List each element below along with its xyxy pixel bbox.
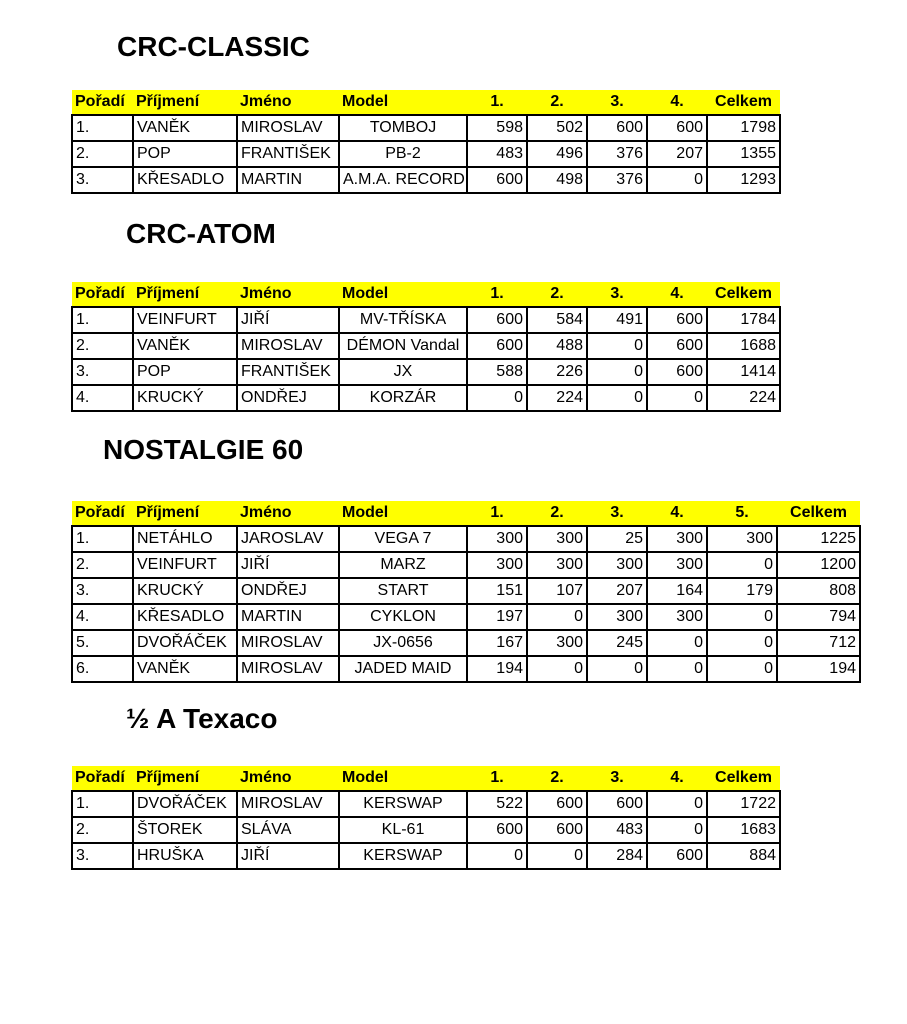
header-cell: Celkem (777, 501, 860, 526)
results-table-half-a-texaco (71, 766, 781, 870)
header-cell: 4. (647, 282, 707, 307)
section-title-crc-classic: CRC-CLASSIC (117, 31, 310, 62)
header-cell: Celkem (707, 90, 780, 115)
table-row (72, 167, 780, 193)
table-row (72, 817, 780, 843)
rank-cell: 2. (72, 333, 133, 359)
firstname-cell: MARTIN (237, 604, 339, 630)
total-cell: 1293 (707, 167, 780, 193)
surname-cell: KŘESADLO (133, 167, 237, 193)
header-cell: Celkem (707, 766, 780, 791)
score-cell: 0 (467, 843, 527, 869)
table-row (72, 656, 860, 682)
surname-cell: KRUCKÝ (133, 578, 237, 604)
score-cell: 164 (647, 578, 707, 604)
table-row (72, 578, 860, 604)
score-cell: 502 (527, 115, 587, 141)
table-header-row (72, 501, 860, 526)
firstname-cell: ONDŘEJ (237, 385, 339, 411)
score-cell: 300 (647, 526, 707, 552)
header-cell: Příjmení (133, 501, 237, 526)
score-cell: 300 (647, 552, 707, 578)
score-cell: 0 (647, 167, 707, 193)
score-cell: 0 (707, 656, 777, 682)
firstname-cell: MIROSLAV (237, 333, 339, 359)
model-cell: KERSWAP (339, 791, 467, 817)
score-cell: 600 (587, 791, 647, 817)
header-cell: Pořadí (72, 501, 133, 526)
rank-cell: 3. (72, 843, 133, 869)
score-cell: 0 (647, 630, 707, 656)
rank-cell: 5. (72, 630, 133, 656)
surname-cell: NETÁHLO (133, 526, 237, 552)
header-cell: 2. (527, 90, 587, 115)
header-cell: 2. (527, 766, 587, 791)
firstname-cell: FRANTIŠEK (237, 141, 339, 167)
table-row (72, 141, 780, 167)
header-cell: Celkem (707, 282, 780, 307)
score-cell: 598 (467, 115, 527, 141)
section-title-half-a-texaco: ½ A Texaco (126, 703, 278, 734)
results-table-nostalgie-60 (71, 501, 861, 683)
header-cell: Příjmení (133, 90, 237, 115)
table-row (72, 604, 860, 630)
firstname-cell: SLÁVA (237, 817, 339, 843)
header-cell: Model (339, 766, 467, 791)
score-cell: 376 (587, 141, 647, 167)
rank-cell: 1. (72, 526, 133, 552)
firstname-cell: MIROSLAV (237, 791, 339, 817)
total-cell: 1722 (707, 791, 780, 817)
surname-cell: KŘESADLO (133, 604, 237, 630)
firstname-cell: MIROSLAV (237, 115, 339, 141)
score-cell: 600 (527, 791, 587, 817)
table-row (72, 385, 780, 411)
total-cell: 1414 (707, 359, 780, 385)
table-row (72, 526, 860, 552)
score-cell: 600 (467, 817, 527, 843)
rank-cell: 1. (72, 115, 133, 141)
table-row (72, 843, 780, 869)
model-cell: MARZ (339, 552, 467, 578)
firstname-cell: ONDŘEJ (237, 578, 339, 604)
header-cell: Příjmení (133, 282, 237, 307)
header-cell: Jméno (237, 90, 339, 115)
score-cell: 0 (647, 791, 707, 817)
surname-cell: VANĚK (133, 656, 237, 682)
score-cell: 197 (467, 604, 527, 630)
score-cell: 491 (587, 307, 647, 333)
score-cell: 600 (527, 817, 587, 843)
score-cell: 284 (587, 843, 647, 869)
model-cell: JADED MAID (339, 656, 467, 682)
total-cell: 1784 (707, 307, 780, 333)
score-cell: 600 (647, 843, 707, 869)
surname-cell: ŠTOREK (133, 817, 237, 843)
firstname-cell: MIROSLAV (237, 630, 339, 656)
model-cell: CYKLON (339, 604, 467, 630)
rank-cell: 4. (72, 604, 133, 630)
score-cell: 300 (527, 526, 587, 552)
header-cell: 1. (467, 501, 527, 526)
score-cell: 0 (647, 385, 707, 411)
score-cell: 194 (467, 656, 527, 682)
table-header-row (72, 766, 780, 791)
rank-cell: 2. (72, 141, 133, 167)
rank-cell: 2. (72, 552, 133, 578)
firstname-cell: FRANTIŠEK (237, 359, 339, 385)
header-cell: 4. (647, 766, 707, 791)
score-cell: 600 (467, 333, 527, 359)
header-cell: 2. (527, 501, 587, 526)
results-table-crc-classic (71, 90, 781, 194)
surname-cell: VEINFURT (133, 552, 237, 578)
score-cell: 600 (647, 307, 707, 333)
firstname-cell: MIROSLAV (237, 656, 339, 682)
score-cell: 483 (587, 817, 647, 843)
header-cell: Pořadí (72, 766, 133, 791)
score-cell: 300 (647, 604, 707, 630)
model-cell: JX-0656 (339, 630, 467, 656)
table-header-row (72, 282, 780, 307)
score-cell: 0 (587, 385, 647, 411)
score-cell: 0 (707, 552, 777, 578)
score-cell: 151 (467, 578, 527, 604)
firstname-cell: JAROSLAV (237, 526, 339, 552)
header-cell: 3. (587, 501, 647, 526)
score-cell: 300 (587, 552, 647, 578)
surname-cell: POP (133, 359, 237, 385)
rank-cell: 1. (72, 791, 133, 817)
total-cell: 1200 (777, 552, 860, 578)
score-cell: 0 (707, 630, 777, 656)
total-cell: 712 (777, 630, 860, 656)
score-cell: 600 (467, 167, 527, 193)
rank-cell: 3. (72, 359, 133, 385)
header-cell: 2. (527, 282, 587, 307)
header-cell: 3. (587, 282, 647, 307)
score-cell: 0 (467, 385, 527, 411)
total-cell: 1688 (707, 333, 780, 359)
header-cell: 4. (647, 501, 707, 526)
firstname-cell: MARTIN (237, 167, 339, 193)
rank-cell: 2. (72, 817, 133, 843)
model-cell: A.M.A. RECORD (339, 167, 467, 193)
model-cell: START (339, 578, 467, 604)
surname-cell: POP (133, 141, 237, 167)
score-cell: 483 (467, 141, 527, 167)
score-cell: 0 (647, 817, 707, 843)
score-cell: 0 (527, 656, 587, 682)
model-cell: KERSWAP (339, 843, 467, 869)
score-cell: 600 (587, 115, 647, 141)
surname-cell: VANĚK (133, 115, 237, 141)
header-cell: Model (339, 501, 467, 526)
score-cell: 488 (527, 333, 587, 359)
score-cell: 25 (587, 526, 647, 552)
header-cell: Pořadí (72, 90, 133, 115)
score-cell: 300 (527, 630, 587, 656)
score-cell: 0 (707, 604, 777, 630)
score-cell: 300 (527, 552, 587, 578)
surname-cell: HRUŠKA (133, 843, 237, 869)
score-cell: 167 (467, 630, 527, 656)
header-cell: 3. (587, 766, 647, 791)
header-cell: 1. (467, 766, 527, 791)
score-cell: 300 (467, 526, 527, 552)
rank-cell: 4. (72, 385, 133, 411)
score-cell: 522 (467, 791, 527, 817)
header-cell: Pořadí (72, 282, 133, 307)
section-title-crc-atom: CRC-ATOM (126, 218, 276, 249)
model-cell: DÉMON Vandal (339, 333, 467, 359)
score-cell: 498 (527, 167, 587, 193)
header-cell: 1. (467, 90, 527, 115)
score-cell: 600 (467, 307, 527, 333)
rank-cell: 1. (72, 307, 133, 333)
rank-cell: 3. (72, 578, 133, 604)
model-cell: MV-TŘÍSKA (339, 307, 467, 333)
score-cell: 0 (647, 656, 707, 682)
table-row (72, 630, 860, 656)
score-cell: 226 (527, 359, 587, 385)
score-cell: 300 (707, 526, 777, 552)
model-cell: TOMBOJ (339, 115, 467, 141)
score-cell: 0 (527, 843, 587, 869)
score-cell: 179 (707, 578, 777, 604)
header-cell: Jméno (237, 501, 339, 526)
header-cell: Příjmení (133, 766, 237, 791)
header-cell: 5. (707, 501, 777, 526)
total-cell: 1683 (707, 817, 780, 843)
total-cell: 224 (707, 385, 780, 411)
firstname-cell: JIŘÍ (237, 307, 339, 333)
model-cell: VEGA 7 (339, 526, 467, 552)
score-cell: 300 (467, 552, 527, 578)
surname-cell: VANĚK (133, 333, 237, 359)
table-row (72, 307, 780, 333)
header-cell: 1. (467, 282, 527, 307)
header-cell: 4. (647, 90, 707, 115)
total-cell: 794 (777, 604, 860, 630)
table-row (72, 333, 780, 359)
score-cell: 376 (587, 167, 647, 193)
total-cell: 1355 (707, 141, 780, 167)
total-cell: 1225 (777, 526, 860, 552)
table-row (72, 791, 780, 817)
surname-cell: DVOŘÁČEK (133, 630, 237, 656)
rank-cell: 6. (72, 656, 133, 682)
score-cell: 207 (587, 578, 647, 604)
score-cell: 0 (587, 333, 647, 359)
score-cell: 496 (527, 141, 587, 167)
rank-cell: 3. (72, 167, 133, 193)
surname-cell: KRUCKÝ (133, 385, 237, 411)
score-cell: 224 (527, 385, 587, 411)
score-cell: 600 (647, 333, 707, 359)
model-cell: JX (339, 359, 467, 385)
results-table-crc-atom (71, 282, 781, 412)
table-row (72, 115, 780, 141)
header-cell: 3. (587, 90, 647, 115)
score-cell: 207 (647, 141, 707, 167)
header-cell: Jméno (237, 766, 339, 791)
model-cell: KORZÁR (339, 385, 467, 411)
surname-cell: VEINFURT (133, 307, 237, 333)
firstname-cell: JIŘÍ (237, 552, 339, 578)
firstname-cell: JIŘÍ (237, 843, 339, 869)
header-cell: Model (339, 282, 467, 307)
score-cell: 588 (467, 359, 527, 385)
score-cell: 0 (587, 359, 647, 385)
total-cell: 808 (777, 578, 860, 604)
header-cell: Model (339, 90, 467, 115)
score-cell: 584 (527, 307, 587, 333)
total-cell: 884 (707, 843, 780, 869)
section-title-nostalgie-60: NOSTALGIE 60 (103, 434, 304, 465)
total-cell: 194 (777, 656, 860, 682)
table-header-row (72, 90, 780, 115)
score-cell: 0 (527, 604, 587, 630)
table-row (72, 552, 860, 578)
model-cell: KL-61 (339, 817, 467, 843)
surname-cell: DVOŘÁČEK (133, 791, 237, 817)
header-cell: Jméno (237, 282, 339, 307)
table-row (72, 359, 780, 385)
score-cell: 600 (647, 115, 707, 141)
total-cell: 1798 (707, 115, 780, 141)
score-cell: 600 (647, 359, 707, 385)
score-cell: 300 (587, 604, 647, 630)
score-cell: 107 (527, 578, 587, 604)
model-cell: PB-2 (339, 141, 467, 167)
score-cell: 0 (587, 656, 647, 682)
score-cell: 245 (587, 630, 647, 656)
